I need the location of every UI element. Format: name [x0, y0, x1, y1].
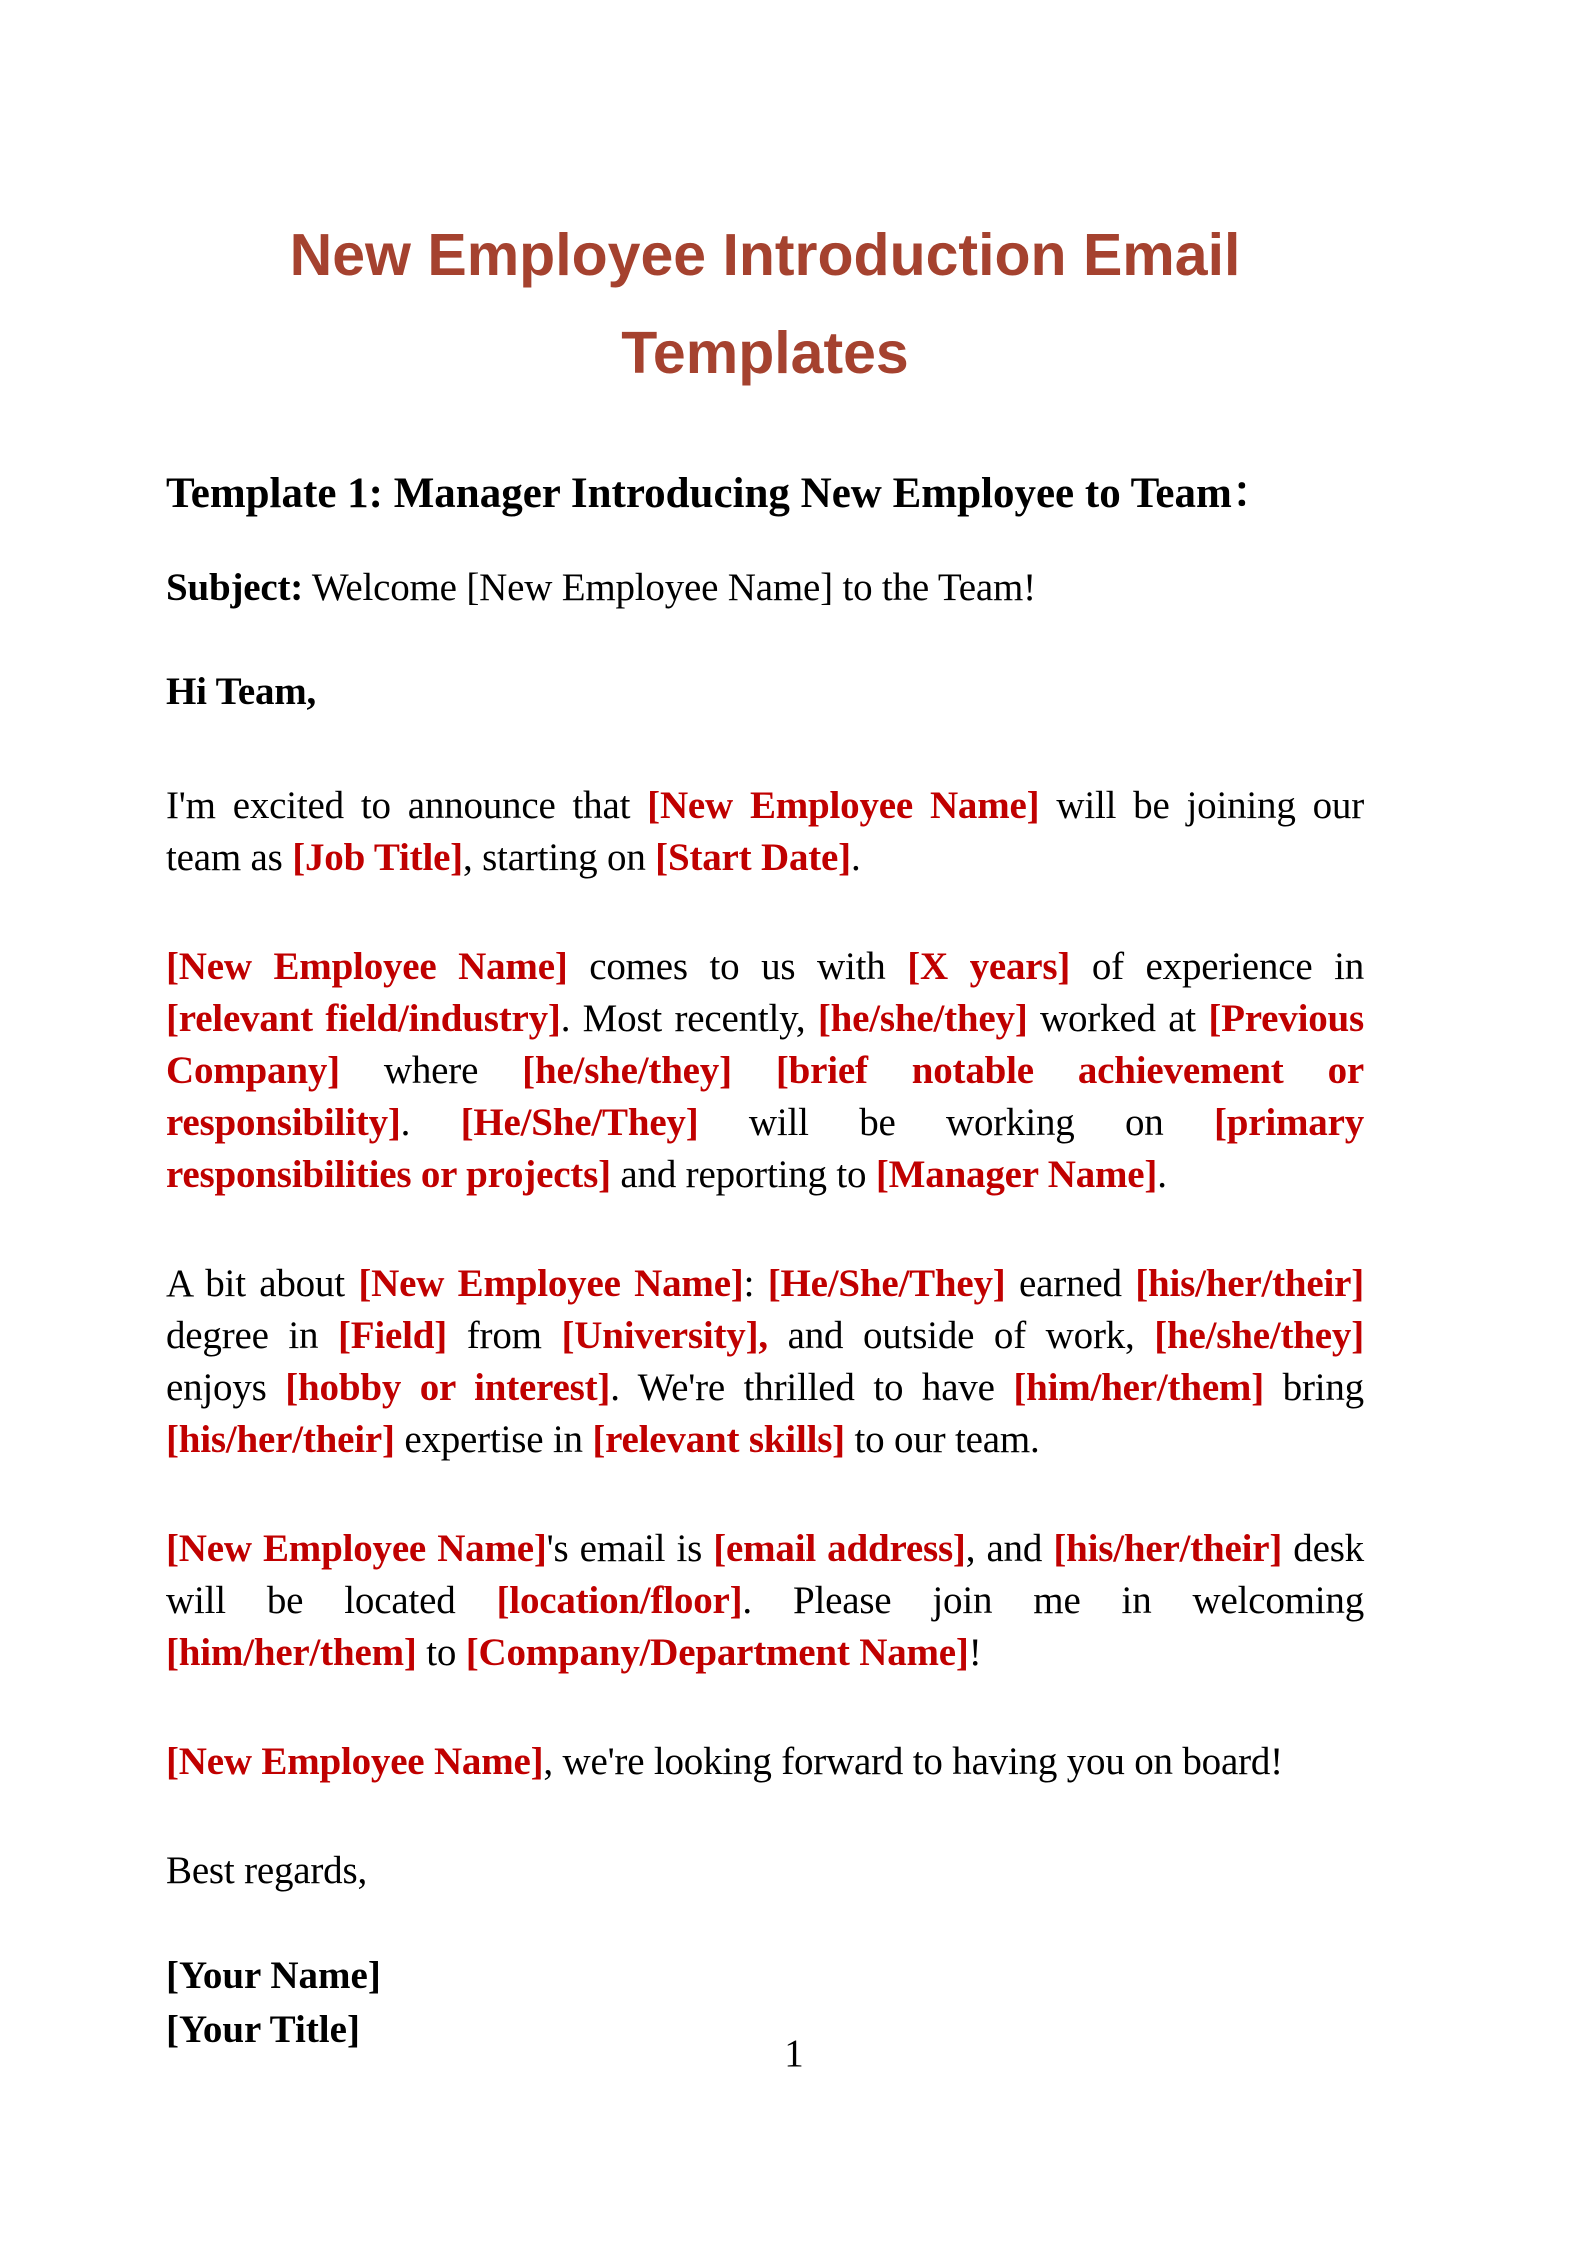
text-run: comes to us with	[567, 945, 908, 988]
paragraph-background	[166, 941, 1364, 1201]
text-run: [primary responsibilities or projects]	[166, 1101, 1364, 1196]
text-run: [He/She/They]	[767, 1262, 1006, 1305]
text-run: [email address]	[713, 1527, 966, 1570]
text-run: Subject:	[166, 566, 304, 609]
document-title	[166, 206, 1364, 402]
text-run: [he/she/they]	[1154, 1314, 1364, 1357]
subject-line	[166, 562, 1364, 614]
text-run: [New Employee Name]	[358, 1262, 744, 1305]
text-run: expertise in	[394, 1418, 593, 1461]
text-run: [New Employee Name]	[166, 1740, 544, 1783]
text-run: [New Employee Name]	[647, 784, 1040, 827]
text-run: [his/her/their]	[1053, 1527, 1283, 1570]
text-run: enjoys	[166, 1366, 286, 1409]
text-run: [him/her/them]	[1013, 1366, 1265, 1409]
paragraph-contact	[166, 1523, 1364, 1679]
text-run: worked at	[1027, 997, 1209, 1040]
text-run: , and	[965, 1527, 1054, 1570]
text-run: 's email is	[546, 1527, 714, 1570]
text-run: .	[850, 836, 861, 879]
text-run: where	[339, 1049, 523, 1092]
text-run: [New Employee Name]	[166, 1527, 547, 1570]
text-run: and outside of work,	[767, 1314, 1155, 1357]
paragraph-announcement	[166, 780, 1364, 884]
text-run: [Job Title]	[292, 836, 463, 879]
text-run: . We're thrilled to have	[610, 1366, 1014, 1409]
greeting: Hi Team,	[166, 670, 317, 713]
section-heading-template-1: Template 1: Manager Introducing New Employee to Team：	[166, 470, 1275, 517]
text-run: bring	[1264, 1366, 1364, 1409]
text-run: and reporting to	[610, 1153, 876, 1196]
text-run: [Start Date]	[655, 836, 851, 879]
text-run: A bit about	[166, 1262, 359, 1305]
text-run: , starting on	[462, 836, 656, 879]
text-run: .	[400, 1101, 461, 1144]
text-run: will be joining our team as	[166, 784, 1364, 879]
signature-title: [Your Title]	[166, 2008, 360, 2051]
text-run: [Previous Company]	[166, 997, 1364, 1092]
text-run: :	[743, 1262, 768, 1305]
text-run: [he/she/they]	[817, 997, 1028, 1040]
text-run: from	[447, 1314, 562, 1357]
text-run: [Field]	[338, 1314, 448, 1357]
text-run: [relevant field/industry]	[166, 997, 561, 1040]
text-run: [relevant skills]	[592, 1418, 845, 1461]
text-run: Welcome [New Employee Name] to the Team!	[303, 566, 1036, 609]
text-run: [him/her/them]	[166, 1631, 417, 1674]
text-run: [his/her/their]	[166, 1418, 395, 1461]
text-run: [he/she/they] [brief notable achievement or responsibility]	[166, 1049, 1364, 1144]
text-run: [hobby or interest]	[285, 1366, 611, 1409]
text-run: to	[416, 1631, 466, 1674]
title-line-1: New Employee Introduction Email	[289, 222, 1241, 288]
text-run: [X years]	[907, 945, 1071, 988]
text-run: I'm excited to announce that	[166, 784, 648, 827]
text-run: .	[1157, 1153, 1167, 1196]
text-run: [his/her/their]	[1135, 1262, 1365, 1305]
text-run: [location/floor]	[496, 1579, 743, 1622]
text-run: . Please join me in welcoming	[742, 1579, 1364, 1622]
text-run: !	[968, 1631, 982, 1674]
text-run: to our team.	[844, 1418, 1040, 1461]
text-run: [New Employee Name]	[166, 945, 568, 988]
text-run: [University],	[561, 1314, 768, 1357]
text-run: , we're looking forward to having you on board!	[543, 1740, 1283, 1783]
text-run: [Company/Department Name]	[465, 1631, 969, 1674]
text-run: [He/She/They]	[460, 1101, 699, 1144]
title-line-2: Templates	[621, 320, 909, 386]
closing: Best regards,	[166, 1849, 368, 1892]
page-number: 1	[784, 2032, 804, 2075]
paragraph-about	[166, 1258, 1364, 1466]
signature-name: [Your Name]	[166, 1954, 381, 1997]
text-run: will be working on	[698, 1101, 1214, 1144]
text-run: of experience in	[1070, 945, 1365, 988]
text-run: degree in	[166, 1314, 339, 1357]
text-run: desk will be located	[166, 1527, 1364, 1622]
text-run: . Most recently,	[560, 997, 818, 1040]
paragraph-welcome	[166, 1736, 1364, 1788]
text-run: earned	[1005, 1262, 1136, 1305]
text-run: [Manager Name]	[875, 1153, 1158, 1196]
